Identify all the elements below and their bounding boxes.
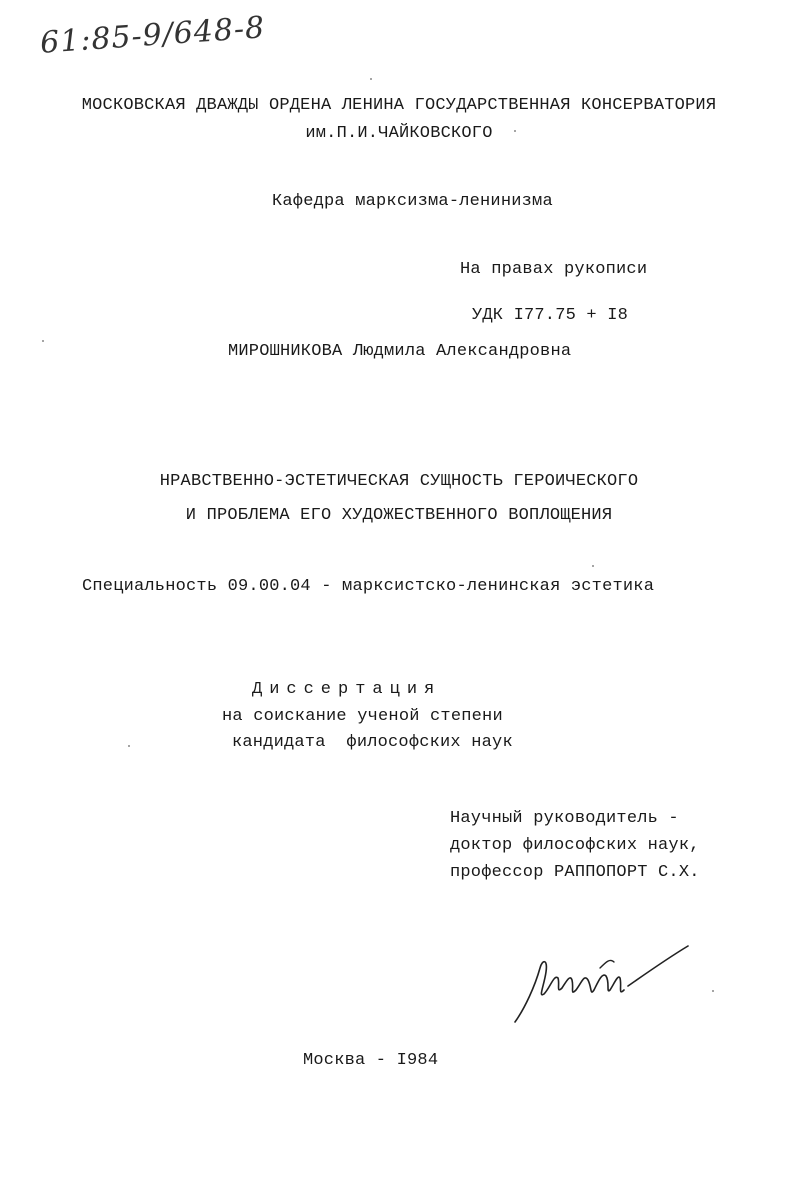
dissertation-heading: Диссертация — [252, 680, 442, 699]
place-year: Москва - I984 — [303, 1051, 439, 1070]
manuscript-rights: На правах рукописи — [460, 260, 648, 279]
institution-name: МОСКОВСКАЯ ДВАЖДЫ ОРДЕНА ЛЕНИНА ГОСУДАРСТВЕННАЯ КОНСЕРВАТОРИЯ — [81, 96, 717, 115]
dissertation-title-line-2: И ПРОБЛЕМА ЕГО ХУДОЖЕСТВЕННОГО ВОПЛОЩЕНИЯ — [185, 506, 613, 525]
udc-code: УДК I77.75 + I8 — [472, 306, 629, 325]
degree-name: кандидата философских наук — [232, 733, 513, 752]
scan-speck — [370, 78, 372, 80]
archive-mark: 61:85-9/648-8 — [39, 10, 267, 61]
author-name: МИРОШНИКОВА Людмила Александровна — [228, 342, 572, 361]
scan-speck — [514, 130, 516, 132]
institution-subtitle: им.П.И.ЧАЙКОВСКОГО — [305, 124, 493, 143]
scan-speck — [128, 745, 130, 747]
specialty: Специальность 09.00.04 - марксистско-ленинская эстетика — [82, 577, 655, 596]
supervisor-degree: доктор философских наук, — [450, 836, 700, 855]
scan-speck — [42, 340, 44, 342]
supervisor-role: Научный руководитель - — [450, 809, 679, 828]
supervisor-name: профессор РАППОПОРТ С.Х. — [450, 863, 700, 882]
department: Кафедра марксизма-ленинизма — [272, 192, 553, 211]
scan-speck — [592, 565, 594, 567]
signature-scribble — [510, 938, 700, 1028]
scan-speck — [712, 990, 714, 992]
degree-purpose: на соискание ученой степени — [222, 707, 503, 726]
dissertation-title-line-1: НРАВСТВЕННО-ЭСТЕТИЧЕСКАЯ СУЩНОСТЬ ГЕРОИЧЕСКОГО — [159, 472, 639, 491]
